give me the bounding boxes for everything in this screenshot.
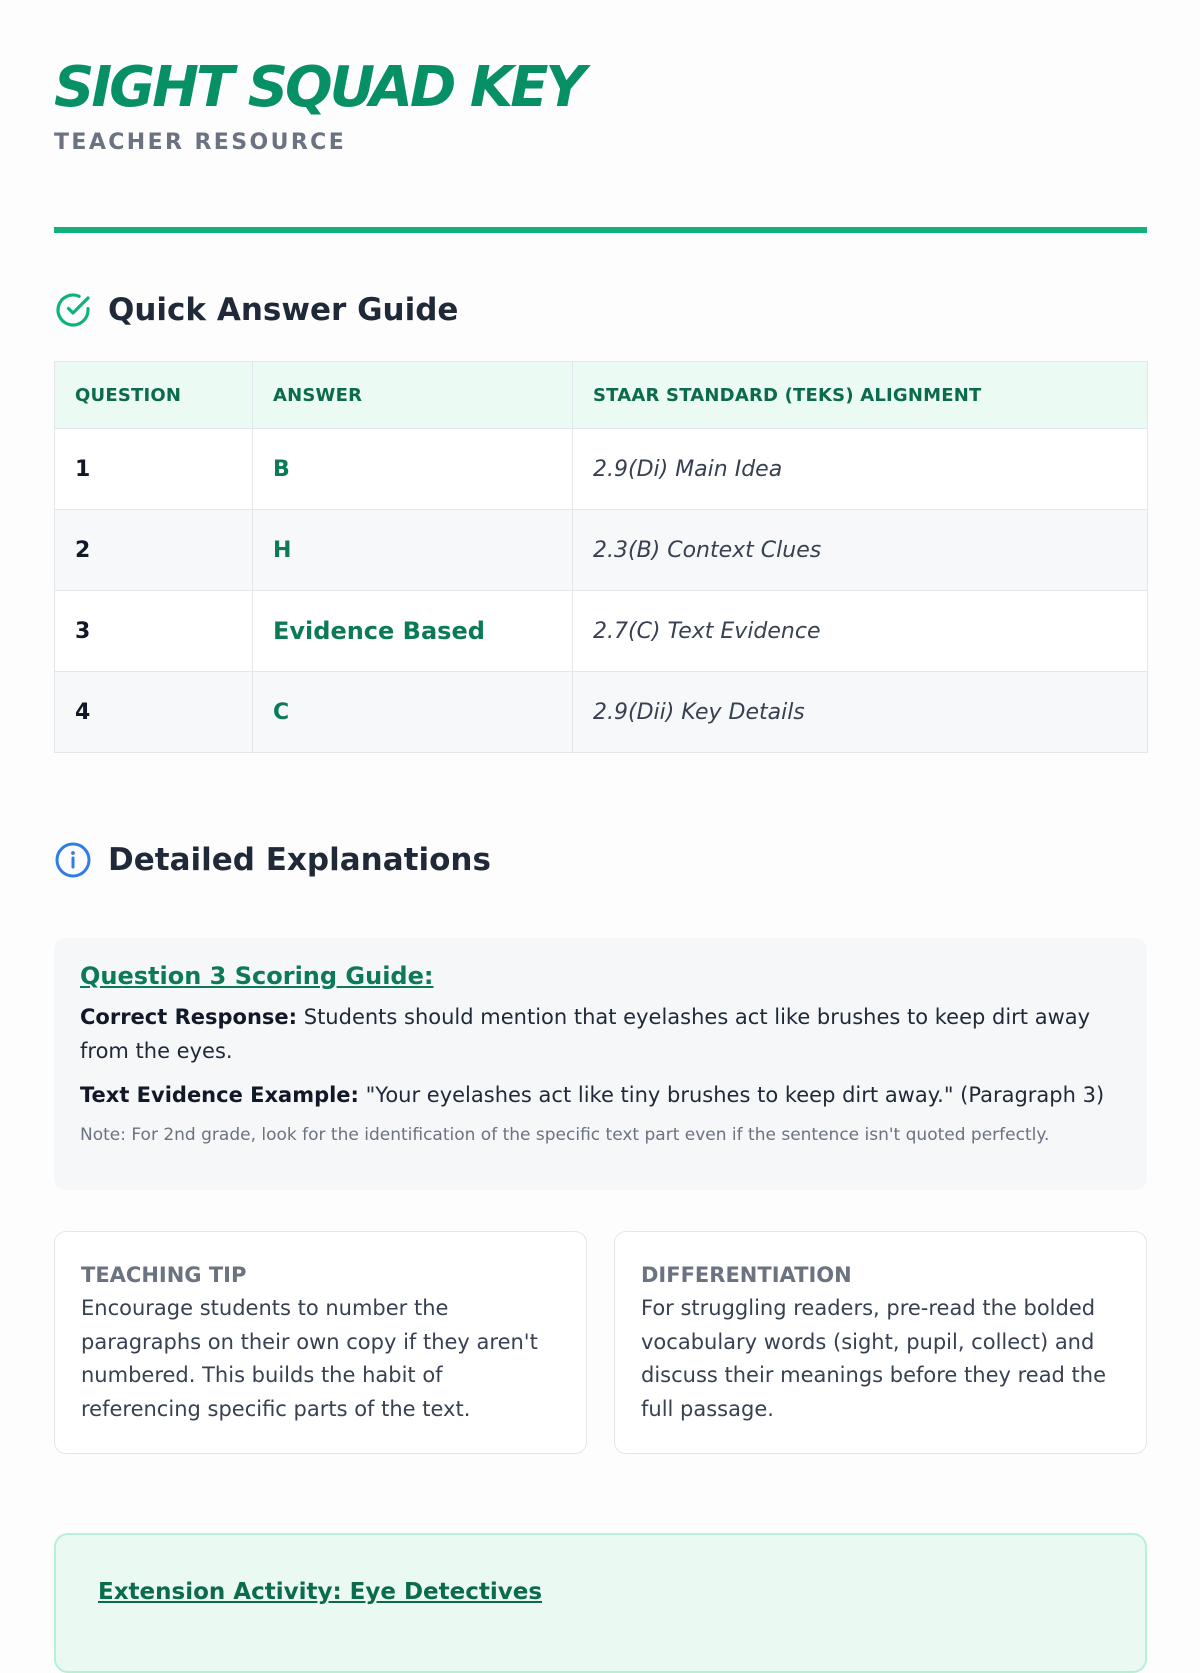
differentiation-label: DIFFERENTIATION — [641, 1263, 852, 1287]
check-circle-icon — [54, 291, 92, 329]
question-number: 4 — [55, 672, 253, 753]
answer-value: B — [253, 429, 573, 510]
answer-value: Evidence Based — [253, 591, 573, 672]
teaching-tip-text: Encourage students to number the paragraphs on their own copy if they aren't numbered. This builds the habit of referencing specific parts of the text. — [81, 1296, 538, 1421]
standard-alignment: 2.3(B) Context Clues — [573, 510, 1148, 591]
detailed-explanations-heading — [54, 840, 491, 880]
answer-value: H — [253, 510, 573, 591]
scoring-guide-title[interactable]: Question 3 Scoring Guide: — [80, 962, 434, 990]
detailed-explanations-title: Detailed Explanations — [108, 842, 491, 878]
scoring-note: Note: For 2nd grade, look for the identification of the specific text part even if the sentence isn't quoted perfectly. — [80, 1125, 1050, 1145]
table-header-row — [55, 362, 1148, 429]
table-row — [55, 672, 1148, 753]
standard-alignment: 2.9(Di) Main Idea — [573, 429, 1148, 510]
table-row — [55, 429, 1148, 510]
text-evidence — [80, 1078, 1121, 1112]
table-row — [55, 510, 1148, 591]
standard-alignment: 2.9(Dii) Key Details — [573, 672, 1148, 753]
extension-activity-title[interactable]: Extension Activity: Eye Detectives — [98, 1579, 543, 1605]
answer-table — [54, 361, 1148, 753]
correct-response — [80, 1000, 1121, 1068]
teaching-tip-label: TEACHING TIP — [81, 1263, 247, 1287]
correct-response-text: Students should mention that eyelashes act like brushes to keep dirt away from the eyes. — [80, 1005, 1091, 1063]
page-subtitle: TEACHER RESOURCE — [54, 130, 347, 155]
header-divider — [54, 227, 1147, 233]
column-header-standard: STAAR STANDARD (TEKS) ALIGNMENT — [573, 362, 1148, 429]
correct-response-label: Correct Response: — [80, 1005, 298, 1029]
quick-answer-heading — [54, 290, 458, 330]
page-title: SIGHT SQUAD KEY — [54, 55, 584, 120]
text-evidence-label: Text Evidence Example: — [80, 1083, 359, 1107]
differentiation-card — [614, 1231, 1147, 1454]
question-number: 3 — [55, 591, 253, 672]
question-number: 1 — [55, 429, 253, 510]
differentiation-text: For struggling readers, pre-read the bolded vocabulary words (sight, pupil, collect) and discuss their meanings before they read the full passage. — [641, 1296, 1107, 1421]
info-circle-icon — [54, 841, 92, 879]
extension-activity-card — [54, 1533, 1147, 1673]
column-header-question: QUESTION — [55, 362, 253, 429]
teaching-tip-card — [54, 1231, 587, 1454]
standard-alignment: 2.7(C) Text Evidence — [573, 591, 1148, 672]
question-number: 2 — [55, 510, 253, 591]
answer-value: C — [253, 672, 573, 753]
scoring-guide-box — [54, 938, 1147, 1190]
quick-answer-title: Quick Answer Guide — [108, 292, 459, 328]
text-evidence-text: "Your eyelashes act like tiny brushes to keep dirt away." (Paragraph 3) — [358, 1083, 1105, 1107]
column-header-answer: ANSWER — [253, 362, 573, 429]
table-row — [55, 591, 1148, 672]
